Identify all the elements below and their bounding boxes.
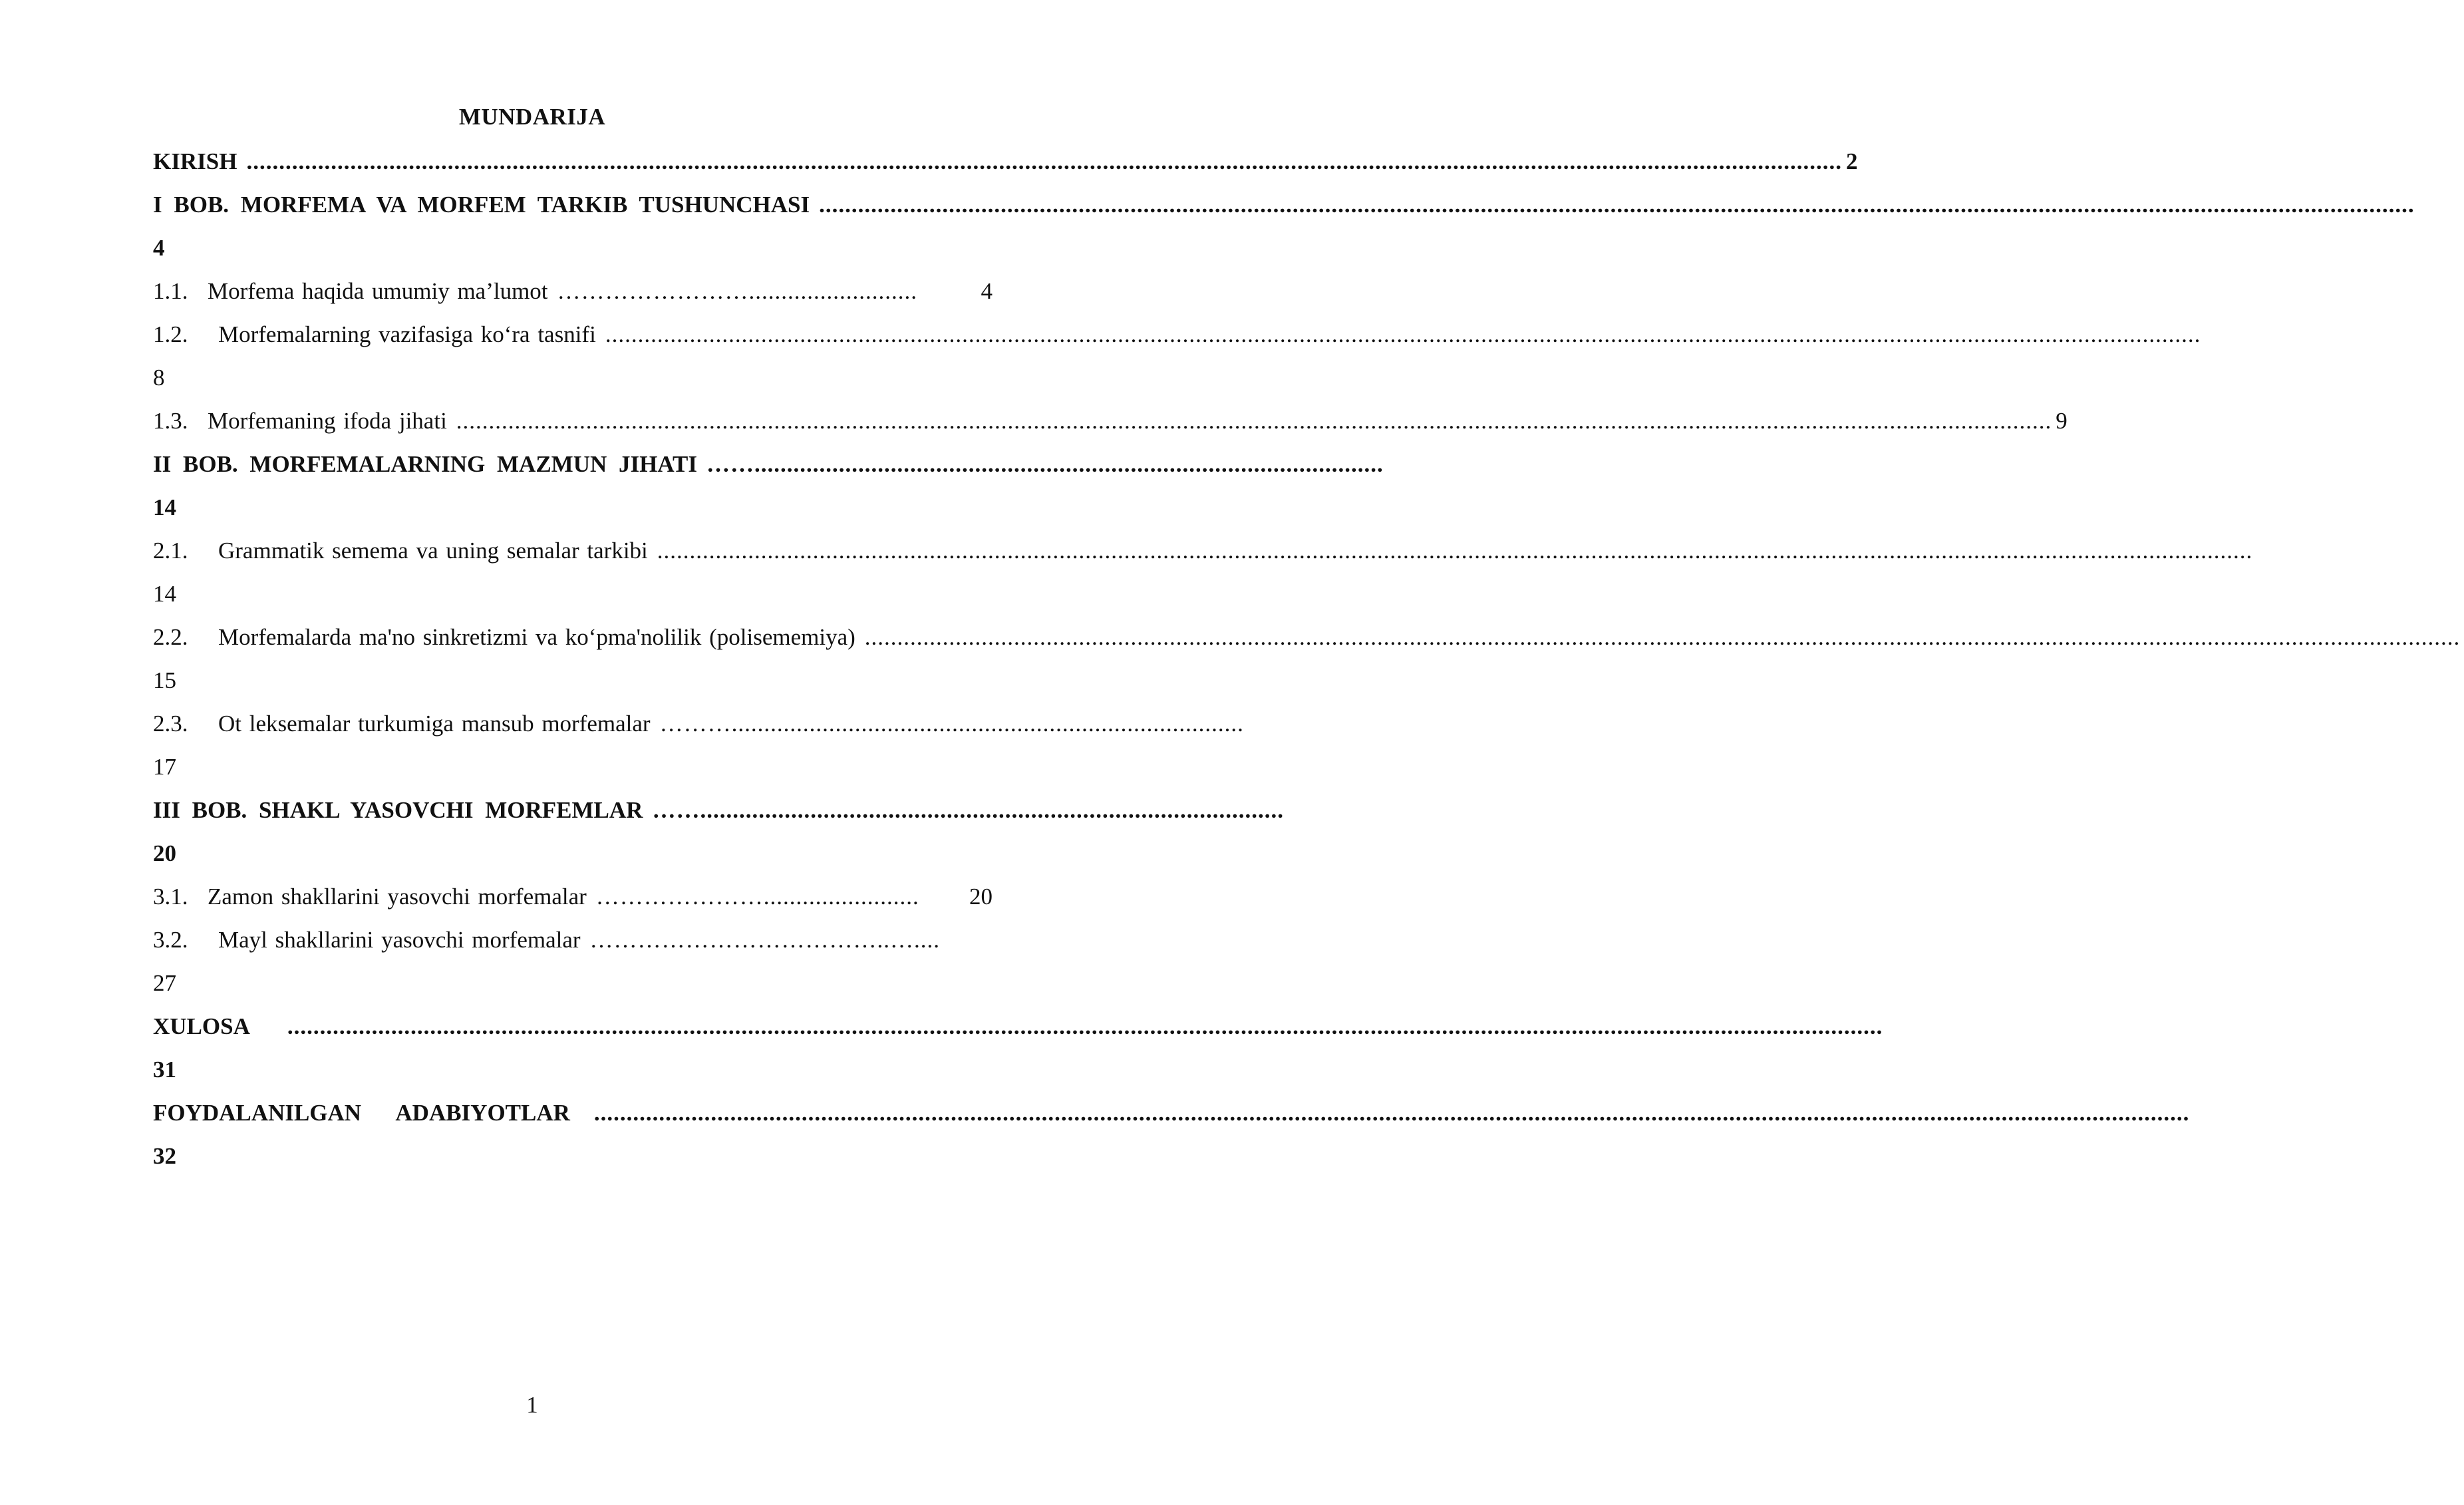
toc-entry-page: 2 — [1845, 148, 1858, 174]
toc-entry-page-wrap — [153, 1134, 993, 1178]
toc-entry-label: Grammatik semema va uning semalar tarkibi — [218, 538, 648, 564]
toc-leader-dots: ...................................................................................................................................................................................................................................................... — [287, 1013, 1883, 1039]
toc-entry-label: Ot leksemalar turkumiga mansub morfemalar — [218, 711, 651, 737]
toc-entry-number: 2.1. — [153, 538, 188, 564]
toc-leader-dots: ……................................................................................................. — [706, 451, 1384, 477]
toc-leader-dots: …………………….......................... — [557, 278, 918, 304]
toc-entry-number: 3.1. — [153, 884, 188, 910]
toc-leader-dots: ...................................................................................................................................................................................................................................................... — [864, 624, 2461, 650]
toc-entry-label: Morfemaning ifoda jihati — [208, 408, 447, 434]
toc-entry-page-wrap — [153, 226, 993, 269]
toc-entry-adabiyotlar[interactable] — [153, 1091, 2190, 1134]
toc-entry-label: I BOB. MORFEMA VA MORFEM TARKIB TUSHUNCHASI — [153, 192, 810, 218]
toc-entry-number: 1.2. — [153, 321, 188, 347]
toc-entry-1-1[interactable] — [153, 269, 993, 313]
toc-entry-page: 20 — [153, 840, 176, 866]
toc-leader-dots: ...................................................................................................................................................................................................................................................... — [456, 408, 2052, 434]
toc-entry-page: 14 — [153, 581, 176, 607]
page-title: MUNDARIJA — [458, 104, 606, 130]
toc-leader-dots: ...................................................................................................................................................................................................................................................... — [819, 192, 2415, 218]
toc-entry-number: 1.1. — [153, 278, 188, 304]
toc-entry-2-1[interactable] — [153, 529, 2253, 572]
toc-entry-page-wrap — [153, 745, 993, 788]
toc-entry-page-wrap — [153, 961, 993, 1005]
toc-entry-1-3[interactable] — [153, 399, 2068, 442]
toc-entry-page-wrap — [153, 486, 993, 529]
toc-leader-dots: …….......................................................................................... — [652, 797, 1284, 823]
toc-entry-number: 3.2. — [153, 927, 188, 953]
table-of-contents — [153, 140, 2461, 1178]
toc-leader-dots: ………............................................................................... — [659, 711, 1244, 737]
toc-leader-dots: ………………………………..….... — [589, 927, 941, 953]
toc-entry-page: 4 — [153, 235, 165, 261]
toc-entry-label: II BOB. MORFEMALARNING MAZMUN JIHATI — [153, 451, 697, 477]
toc-entry-page: 17 — [153, 754, 176, 780]
toc-entry-label: Morfemalarda ma'no sinkretizmi va ko‘pma'nolilik (polisememiya) — [218, 624, 855, 650]
toc-entry-2-3[interactable] — [153, 702, 1244, 745]
toc-entry-page: 9 — [2056, 408, 2068, 434]
toc-entry-label: Zamon shakllarini yasovchi morfemalar — [208, 884, 587, 910]
toc-leader-dots: ...................................................................................................................................................................................................................................................... — [593, 1100, 2190, 1126]
toc-entry-page: 4 — [981, 278, 993, 304]
toc-leader-dots: ...................................................................................................................................................................................................................................................... — [246, 148, 1842, 174]
page-number: 1 — [526, 1392, 538, 1418]
toc-entry-page: 32 — [153, 1143, 176, 1169]
toc-entry-page: 14 — [153, 494, 176, 520]
toc-entry-page-wrap — [153, 659, 993, 702]
toc-entry-number: 2.3. — [153, 711, 188, 737]
toc-entry-number: 2.2. — [153, 624, 188, 650]
toc-entry-page: 15 — [153, 667, 176, 693]
toc-entry-page: 27 — [153, 970, 176, 996]
toc-entry-page: 20 — [969, 884, 993, 910]
toc-entry-label: Morfemalarning vazifasiga ko‘ra tasnifi — [218, 321, 596, 347]
toc-entry-label: III BOB. SHAKL YASOVCHI MORFEMLAR — [153, 797, 643, 823]
toc-entry-page-wrap — [153, 572, 993, 615]
toc-entry-page-wrap — [153, 356, 993, 399]
toc-entry-page-wrap — [153, 832, 993, 875]
toc-entry-2-2[interactable] — [153, 615, 2461, 659]
toc-leader-dots: ...................................................................................................................................................................................................................................................... — [657, 538, 2253, 564]
toc-entry-bob-1[interactable] — [153, 183, 2415, 226]
toc-entry-3-1[interactable] — [153, 875, 993, 918]
toc-entry-xulosa[interactable] — [153, 1005, 1883, 1048]
toc-entry-bob-2[interactable] — [153, 442, 1384, 486]
toc-entry-page: 8 — [153, 365, 165, 391]
toc-entry-page-wrap — [153, 1048, 993, 1091]
toc-entry-label: KIRISH — [153, 148, 237, 174]
toc-entry-kirish[interactable] — [153, 140, 1858, 183]
toc-entry-label: FOYDALANILGAN ADABIYOTLAR — [153, 1100, 570, 1126]
toc-entry-label: Morfema haqida umumiy ma’lumot — [208, 278, 548, 304]
toc-leader-dots: …………………........................ — [595, 884, 919, 910]
toc-entry-label: XULOSA — [153, 1013, 250, 1039]
toc-entry-3-2[interactable] — [153, 918, 993, 961]
toc-entry-1-2[interactable] — [153, 313, 2201, 356]
toc-leader-dots: ...................................................................................................................................................................................................................................................... — [605, 321, 2201, 347]
toc-entry-page: 31 — [153, 1057, 176, 1083]
toc-entry-bob-3[interactable] — [153, 788, 1284, 832]
toc-entry-number: 1.3. — [153, 408, 188, 434]
toc-entry-label: Mayl shakllarini yasovchi morfemalar — [218, 927, 581, 953]
